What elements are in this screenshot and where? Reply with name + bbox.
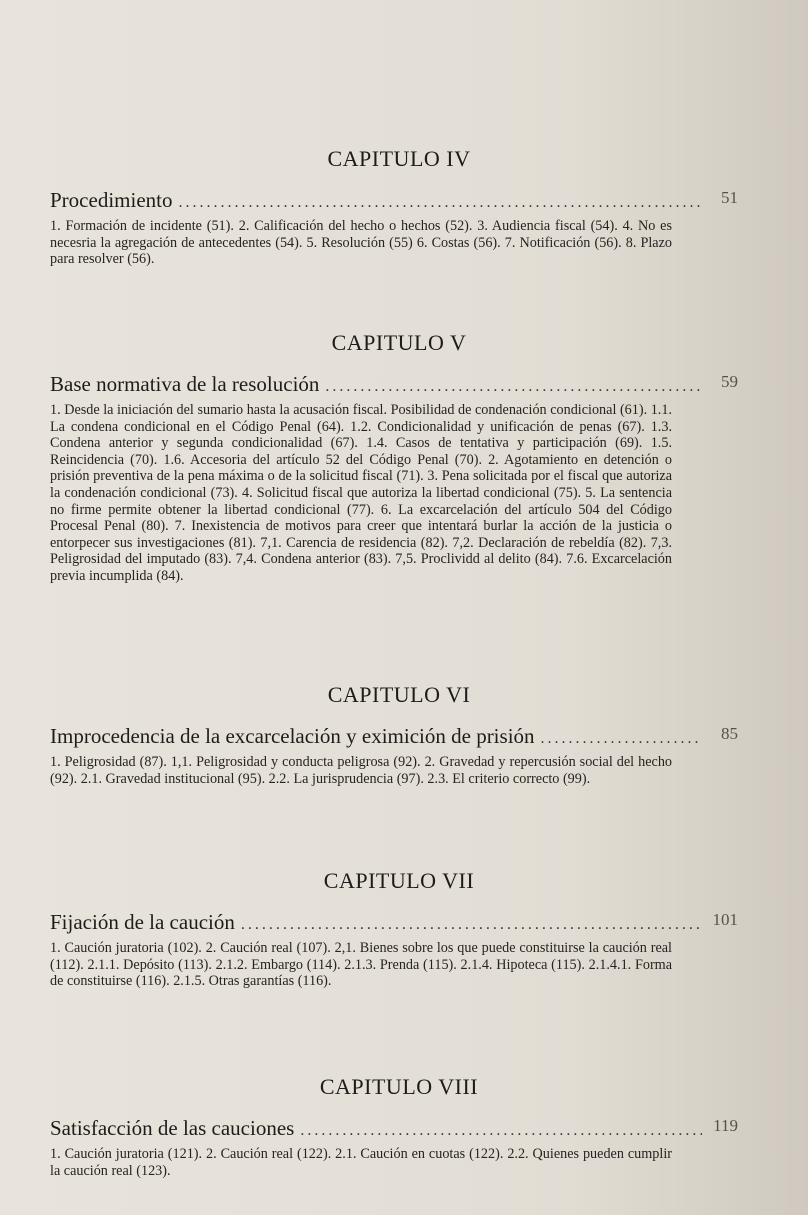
chapter-6 — [50, 682, 738, 801]
chapter-summary: 1. Peligrosidad (87). 1,1. Peligrosidad y conducta peligrosa (92). 2. Gravedad y repercusión social del hecho (92). 2.1. Gravedad institucional (95). 2.2. La jurisprudencia (97). 2.3. El criterio correcto (99). — [50, 754, 672, 787]
toc-entry — [50, 910, 738, 937]
page-number: 119 — [713, 1116, 738, 1135]
chapter-heading: CAPITULO VI — [327, 682, 471, 707]
dot-leader — [541, 727, 702, 751]
toc-entry — [50, 188, 738, 215]
entry-line — [50, 910, 702, 937]
entry-line — [50, 1116, 702, 1143]
dot-leader — [241, 913, 702, 937]
page-number: 59 — [721, 372, 738, 391]
page-number: 85 — [721, 724, 738, 743]
entry-title: Procedimiento — [50, 188, 173, 212]
dot-leader — [300, 1119, 702, 1143]
chapter-7 — [50, 868, 738, 1004]
entry-title: Fijación de la caución — [50, 910, 235, 934]
page-number: 101 — [712, 910, 738, 929]
chapter-summary: 1. Caución juratoria (121). 2. Caución real (122). 2.1. Caución en cuotas (122). 2.2. Quienes pueden cumplir la caución real (123). — [50, 1146, 672, 1179]
toc-entry — [50, 1116, 738, 1143]
chapter-heading: CAPITULO VIII — [319, 1074, 479, 1099]
dot-leader — [325, 375, 702, 399]
toc-entry — [50, 372, 738, 399]
chapter-heading: CAPITULO V — [331, 330, 467, 355]
chapter-heading: CAPITULO VII — [323, 868, 475, 893]
page-number: 51 — [721, 188, 738, 207]
entry-line — [50, 188, 702, 215]
entry-title: Improcedencia de la excarcelación y eximición de prisión — [50, 724, 535, 748]
chapter-summary: 1. Formación de incidente (51). 2. Calificación del hecho o hechos (52). 3. Audiencia fiscal (54). 4. No es necesria la agregación de antecedentes (54). 5. Resolución (55) 6. Costas (56). 7. Notificación (56). 8. Plazo para resolver (56). — [50, 218, 672, 268]
chapter-summary: 1. Desde la iniciación del sumario hasta la acusación fiscal. Posibilidad de condenación condicional (61). 1.1. La condena condicional en el Código Penal (64). 1.2. Condicionalidad y unificación de penas (67). 1.3. Condena anterior y segunda condicionalidad (67). 1.4. Casos de tentativa y participación (69). 1.5. Reincidencia (70). 1.6. Accesoria del artículo 52 del Código Penal (70). 2. Agotamiento en detención o prisión preventiva de la pena máxima o de la solicitud fiscal (71). 3. Pena solicitada por el fiscal que autoriza la condenación condicional (73). 4. Solicitud fiscal que autoriza la libertad condicional (75). 5. La sentencia no firme permite obtener la libertad condicional (77). 6. La excarcelación del artículo 504 del Código Procesal Penal (80). 7. Inexistencia de motivos para creer que intentará burlar la acción de la justicia o entorpecer sus investigaciones (81). 7,1. Carencia de residencia (82). 7,2. Declaración de rebeldía (82). 7,3. Peligrosidad del imputado (83). 7,4. Condena anterior (83). 7,5. Proclividd al delito (84). 7.6. Excarcelación previa incumplida (84). — [50, 402, 672, 584]
entry-line — [50, 724, 702, 751]
chapter-4 — [50, 146, 738, 282]
entry-line — [50, 372, 702, 399]
entry-title: Base normativa de la resolución — [50, 372, 320, 396]
toc-entry — [50, 724, 738, 751]
chapter-heading: CAPITULO IV — [327, 146, 471, 171]
chapter-8 — [50, 1074, 738, 1193]
chapter-summary: 1. Caución juratoria (102). 2. Caución real (107). 2,1. Bienes sobre los que puede constituirse la caución real (112). 2.1.1. Depósito (113). 2.1.2. Embargo (114). 2.1.3. Prenda (115). 2.1.4. Hipoteca (115). 2.1.4.1. Forma de constituirse (116). 2.1.5. Otras garantías (116). — [50, 940, 672, 990]
entry-title: Satisfacción de las cauciones — [50, 1116, 295, 1140]
dot-leader — [178, 191, 702, 215]
chapter-5 — [50, 330, 738, 599]
